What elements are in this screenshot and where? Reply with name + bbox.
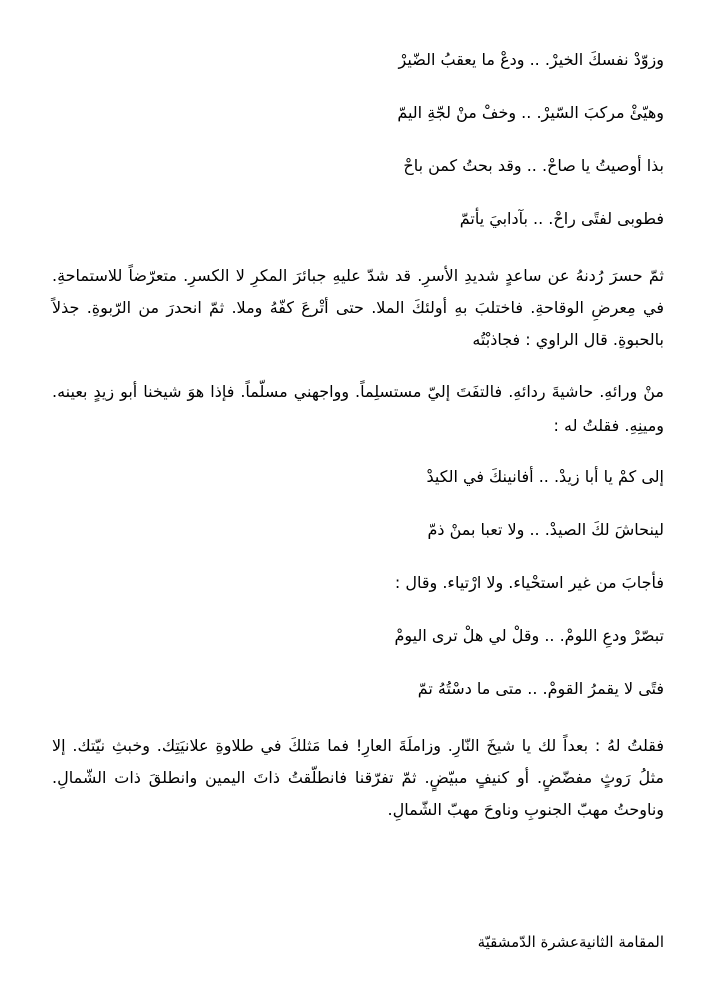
prose-line: فأجابَ من غير استحْياء. ولا ارْتياء. وقال : xyxy=(394,573,664,592)
verse-line: وهيّئْ مركبَ السّيرْ. .. وخفْ منْ لجّةِ اليمّ xyxy=(397,103,664,122)
document-body xyxy=(52,48,664,845)
prose-paragraph: فقلتُ لهُ : بعداً لك يا شيخَ النّارِ. وزاملَةَ العارِ! فما مَثلكَ في طلاوةِ علانيَتِك. وخبثِ نيّتك. إلا مثلُ رَوثٍ مفضّضٍ. أو كنيفٍ مبيّضٍ. ثمّ تفرّقنا فانطلّقتُ ذاتَ اليمين وانطلقَ ذات الشّمالِ. وناوحتُ مهبّ الجنوبِ وناوحَ مهبّ الشّمالِ. xyxy=(52,736,664,819)
verse-line: وزوّدْ نفسكَ الخيرْ. .. ودعْ ما يعقبُ الضّيرْ xyxy=(398,50,664,69)
verse-line: تبصّرْ ودعِ اللومْ. .. وقلْ لي هلْ ترى اليومْ xyxy=(394,626,664,645)
verse-line: لينحاشَ لكَ الصيدْ. .. ولا تعبا بمنْ ذمّ xyxy=(427,520,664,539)
verse-line: فطوبى لفتًى راحْ. .. بآدابيَ يأتمّ xyxy=(459,209,664,228)
verse-line: إلى كمْ يا أبا زيدْ. .. أفانينكَ في الكيدْ xyxy=(426,467,664,486)
prose-paragraph: ثمّ حسرَ رُدنهُ عن ساعدٍ شديدِ الأسرِ. قد شدّ عليهِ جبائرَ المكرِ لا الكسرِ. متعرّضاً للاستماحةِ. في مِعرضِ الوقاحةِ. فاختلبَ بهِ أولئكَ الملا. حتى أتْرعَ كفّهُ وملا. ثمّ انحدرَ من الرّبوةِ. جذلاً بالحبوةِ. قال الراوي : فجاذبْتُه xyxy=(52,266,664,349)
verse-line: بذا أوصيتُ يا صاحْ. .. وقد بحتُ كمن باحْ xyxy=(403,156,664,175)
verse-line: فتًى لا يقمرُ القومْ. .. متى ما دسْتُهُ تمّ xyxy=(417,679,664,698)
prose-paragraph: منْ ورائهِ. حاشيةَ ردائهِ. فالتفَتَ إليّ مستسلِماً. وواجهني مسلّماً. فإذا هوَ شيخنا أبو زيدٍ بعينه. ومينِهِ. فقلتُ له : xyxy=(52,382,664,435)
maqama-title: المقامة الثانيةعشرة الدّمشقيّة xyxy=(477,933,664,951)
